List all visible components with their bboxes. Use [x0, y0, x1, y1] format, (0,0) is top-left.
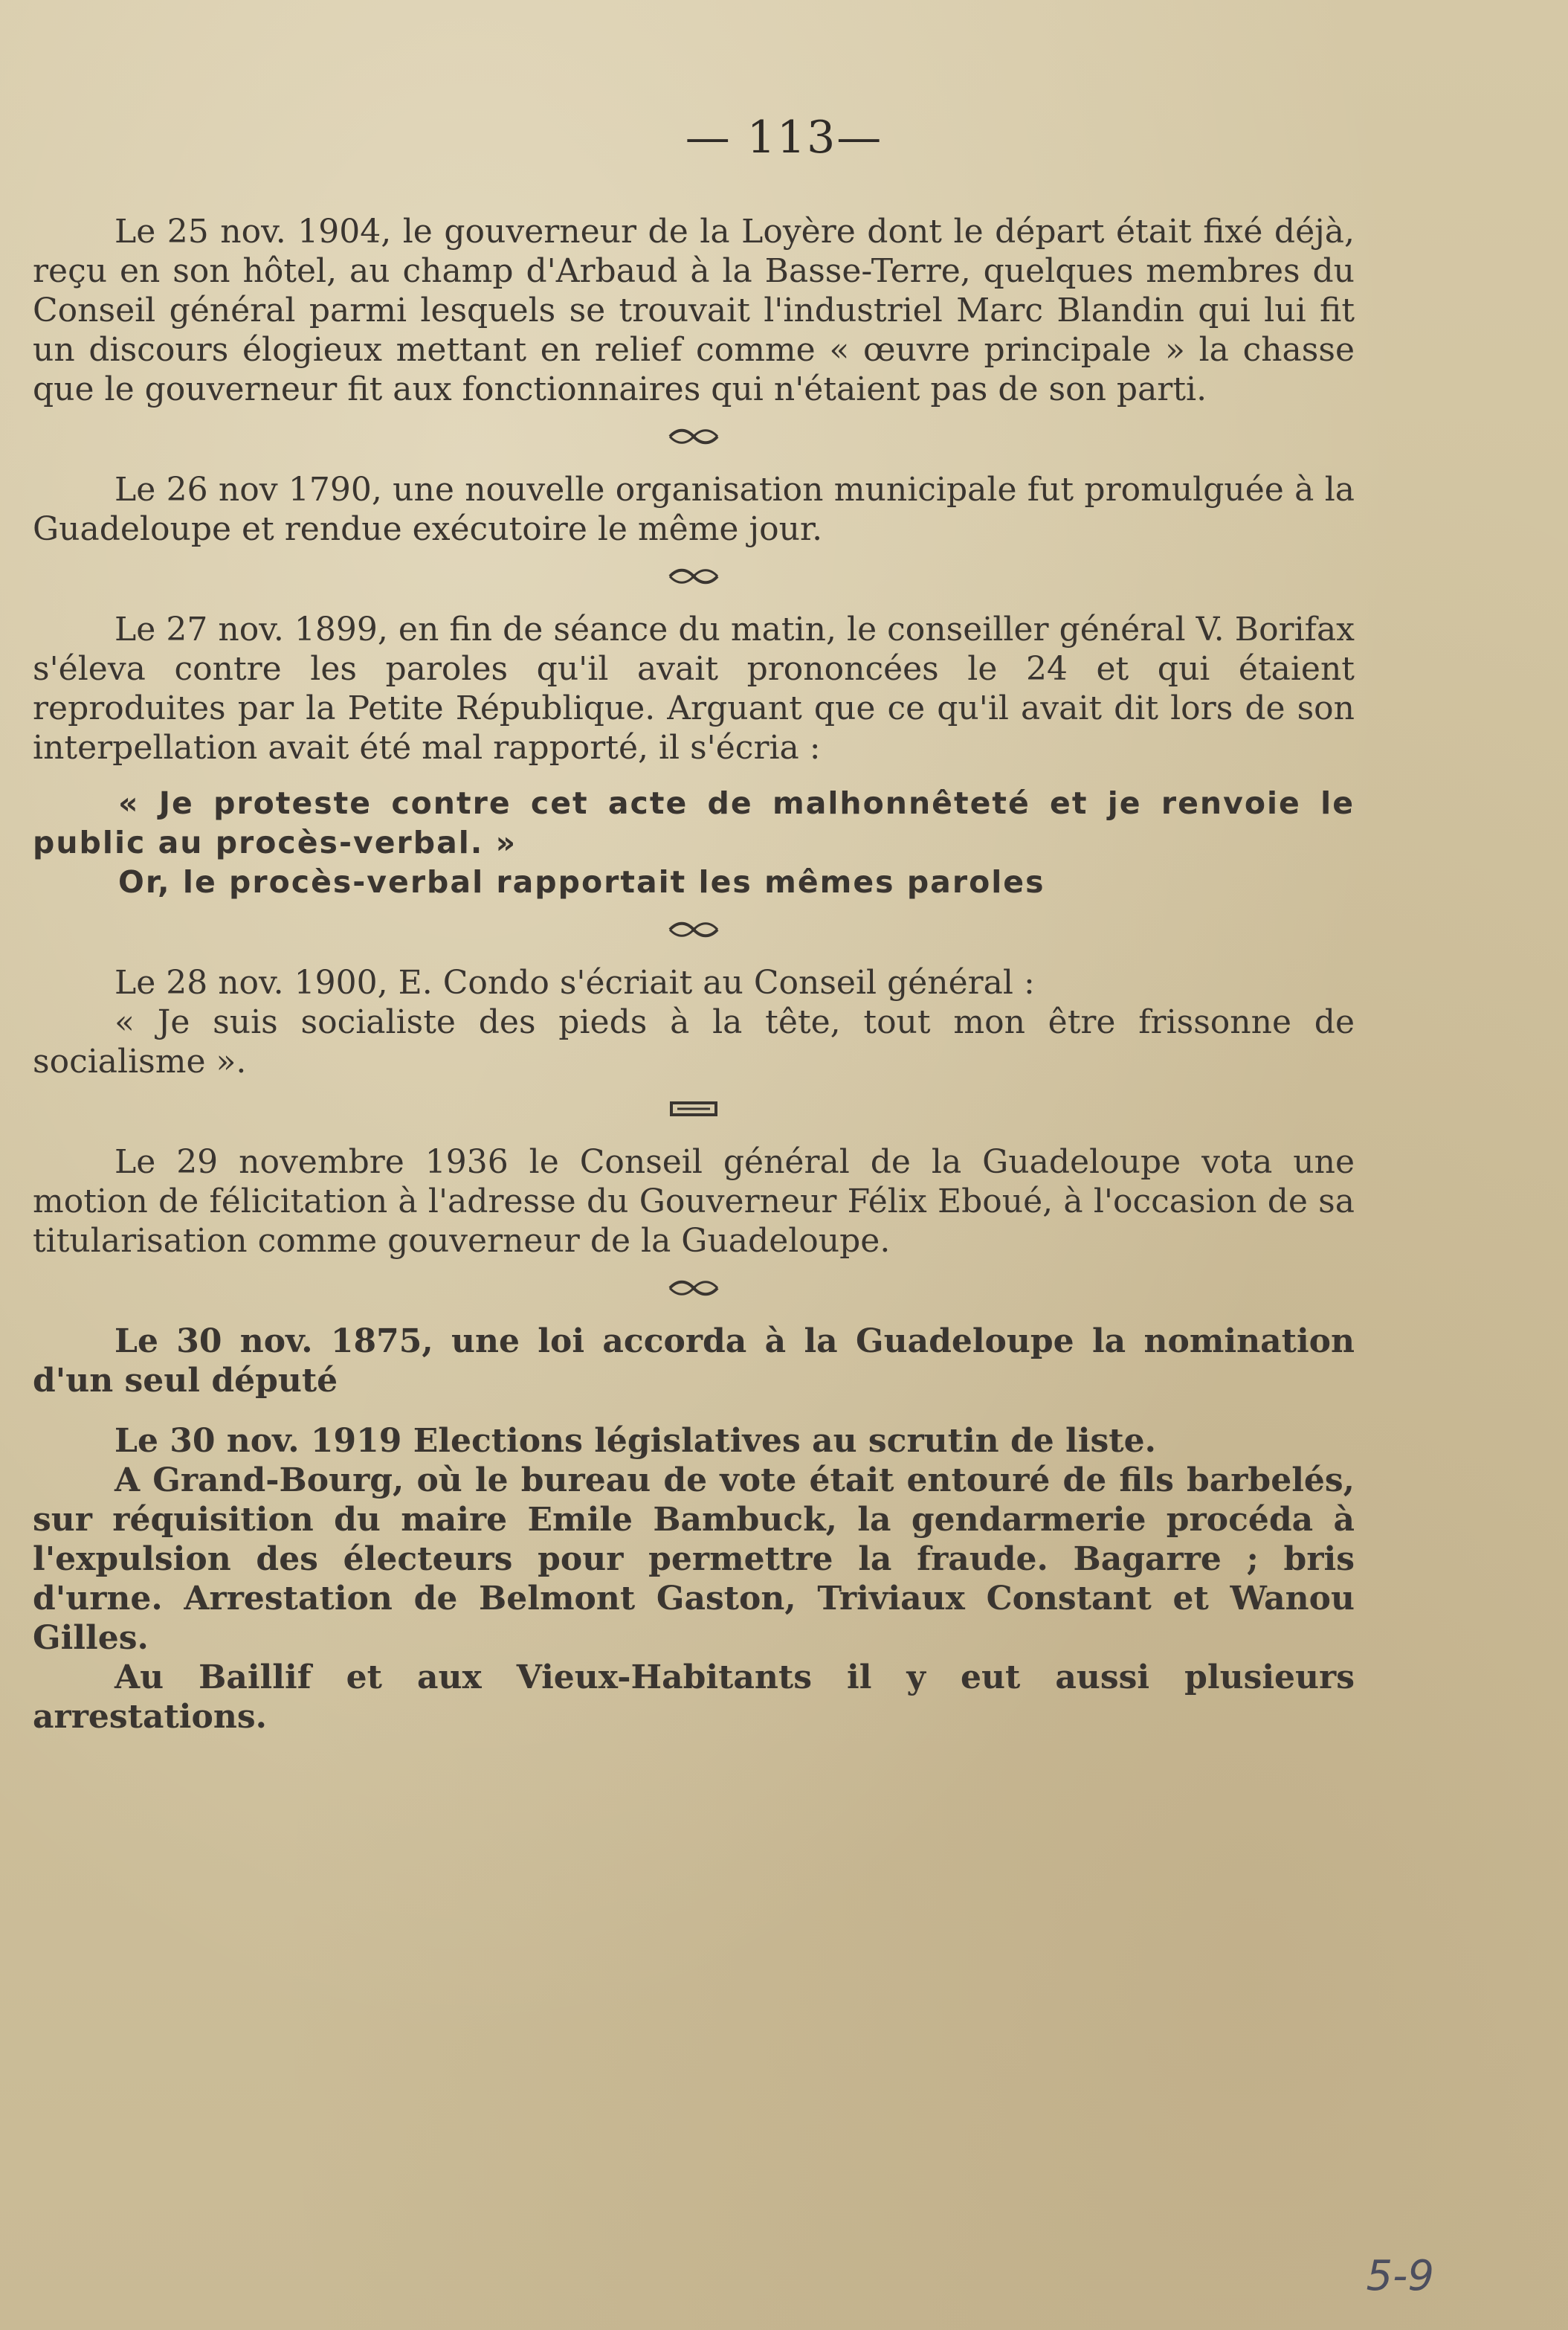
ornament-divider-icon — [664, 1278, 723, 1298]
ornament-divider-icon — [664, 427, 723, 446]
paragraph-1900: Le 28 nov. 1900, E. Condo s'écriait au Conseil général : — [114, 964, 1035, 1002]
text-body — [33, 212, 1355, 1737]
quote-borifax: « Je proteste contre cet acte de malhonnêteté et je renvoie le public au procès-verbal. » — [33, 785, 1355, 860]
paragraph-1919-title: Le 30 nov. 1919 Elections législatives au scrutin de liste. — [114, 1422, 1156, 1460]
ornament-divider-icon — [664, 920, 723, 939]
page-number: — 113— — [685, 112, 883, 164]
paragraph-1904: Le 25 nov. 1904, le gouverneur de la Loyère dont le départ était fixé déjà, reçu en son hôtel, au champ d'Arbaud à la Basse-Terre, quelques membres du Conseil général parmi lesquels se trouvait l'industriel Marc Blandin qui lui fit un discours élogieux mettant en relief comme « œuvre principale » la chasse que le gouverneur fit aux fonctionnaires qui n'étaient pas de son parti. — [33, 213, 1355, 408]
paragraph-1790: Le 26 nov 1790, une nouvelle organisation municipale fut promulguée à la Guadeloupe et rendue exécutoire le même jour. — [33, 471, 1355, 548]
paragraph-1875: Le 30 nov. 1875, une loi accorda à la Guadeloupe la nomination d'un seul député — [33, 1322, 1355, 1400]
paragraph-1899: Le 27 nov. 1899, en fin de séance du matin, le conseiller général V. Borifax s'éleva contre les paroles qu'il avait prononcées le 24 et qui étaient reproduites par la Petite République. Arguant que ce qu'il avait dit lors de son interpellation avait été mal rapporté, il s'écria : — [33, 611, 1355, 767]
handwritten-note: 5-9 — [1366, 2252, 1434, 2300]
ornament-divider-icon — [664, 1099, 723, 1119]
paragraph-1936: Le 29 novembre 1936 le Conseil général de la Guadeloupe vota une motion de félicitation à l'adresse du Gouverneur Félix Eboué, à l'occasion de sa titularisation comme gouverneur de la Guadeloupe. — [33, 1143, 1355, 1260]
paragraph-1919-grand-bourg: A Grand-Bourg, où le bureau de vote était entouré de fils barbelés, sur réquisition du maire Emile Bambuck, la gendarmerie procéda à l'expulsion des électeurs pour permettre la fraude. Bagarre ; bris d'urne. Arrestation de Belmont Gaston, Triviaux Constant et Wanou Gilles. — [33, 1461, 1355, 1657]
ornament-divider-icon — [664, 567, 723, 586]
paragraph-proces-verbal: Or, le procès-verbal rapportait les mêmes paroles — [118, 864, 1045, 900]
quote-condo: « Je suis socialiste des pieds à la tête, tout mon être frissonne de socialisme ». — [33, 1003, 1355, 1081]
paragraph-1919-baillif: Au Baillif et aux Vieux-Habitants il y eut aussi plusieurs arrestations. — [33, 1658, 1355, 1736]
